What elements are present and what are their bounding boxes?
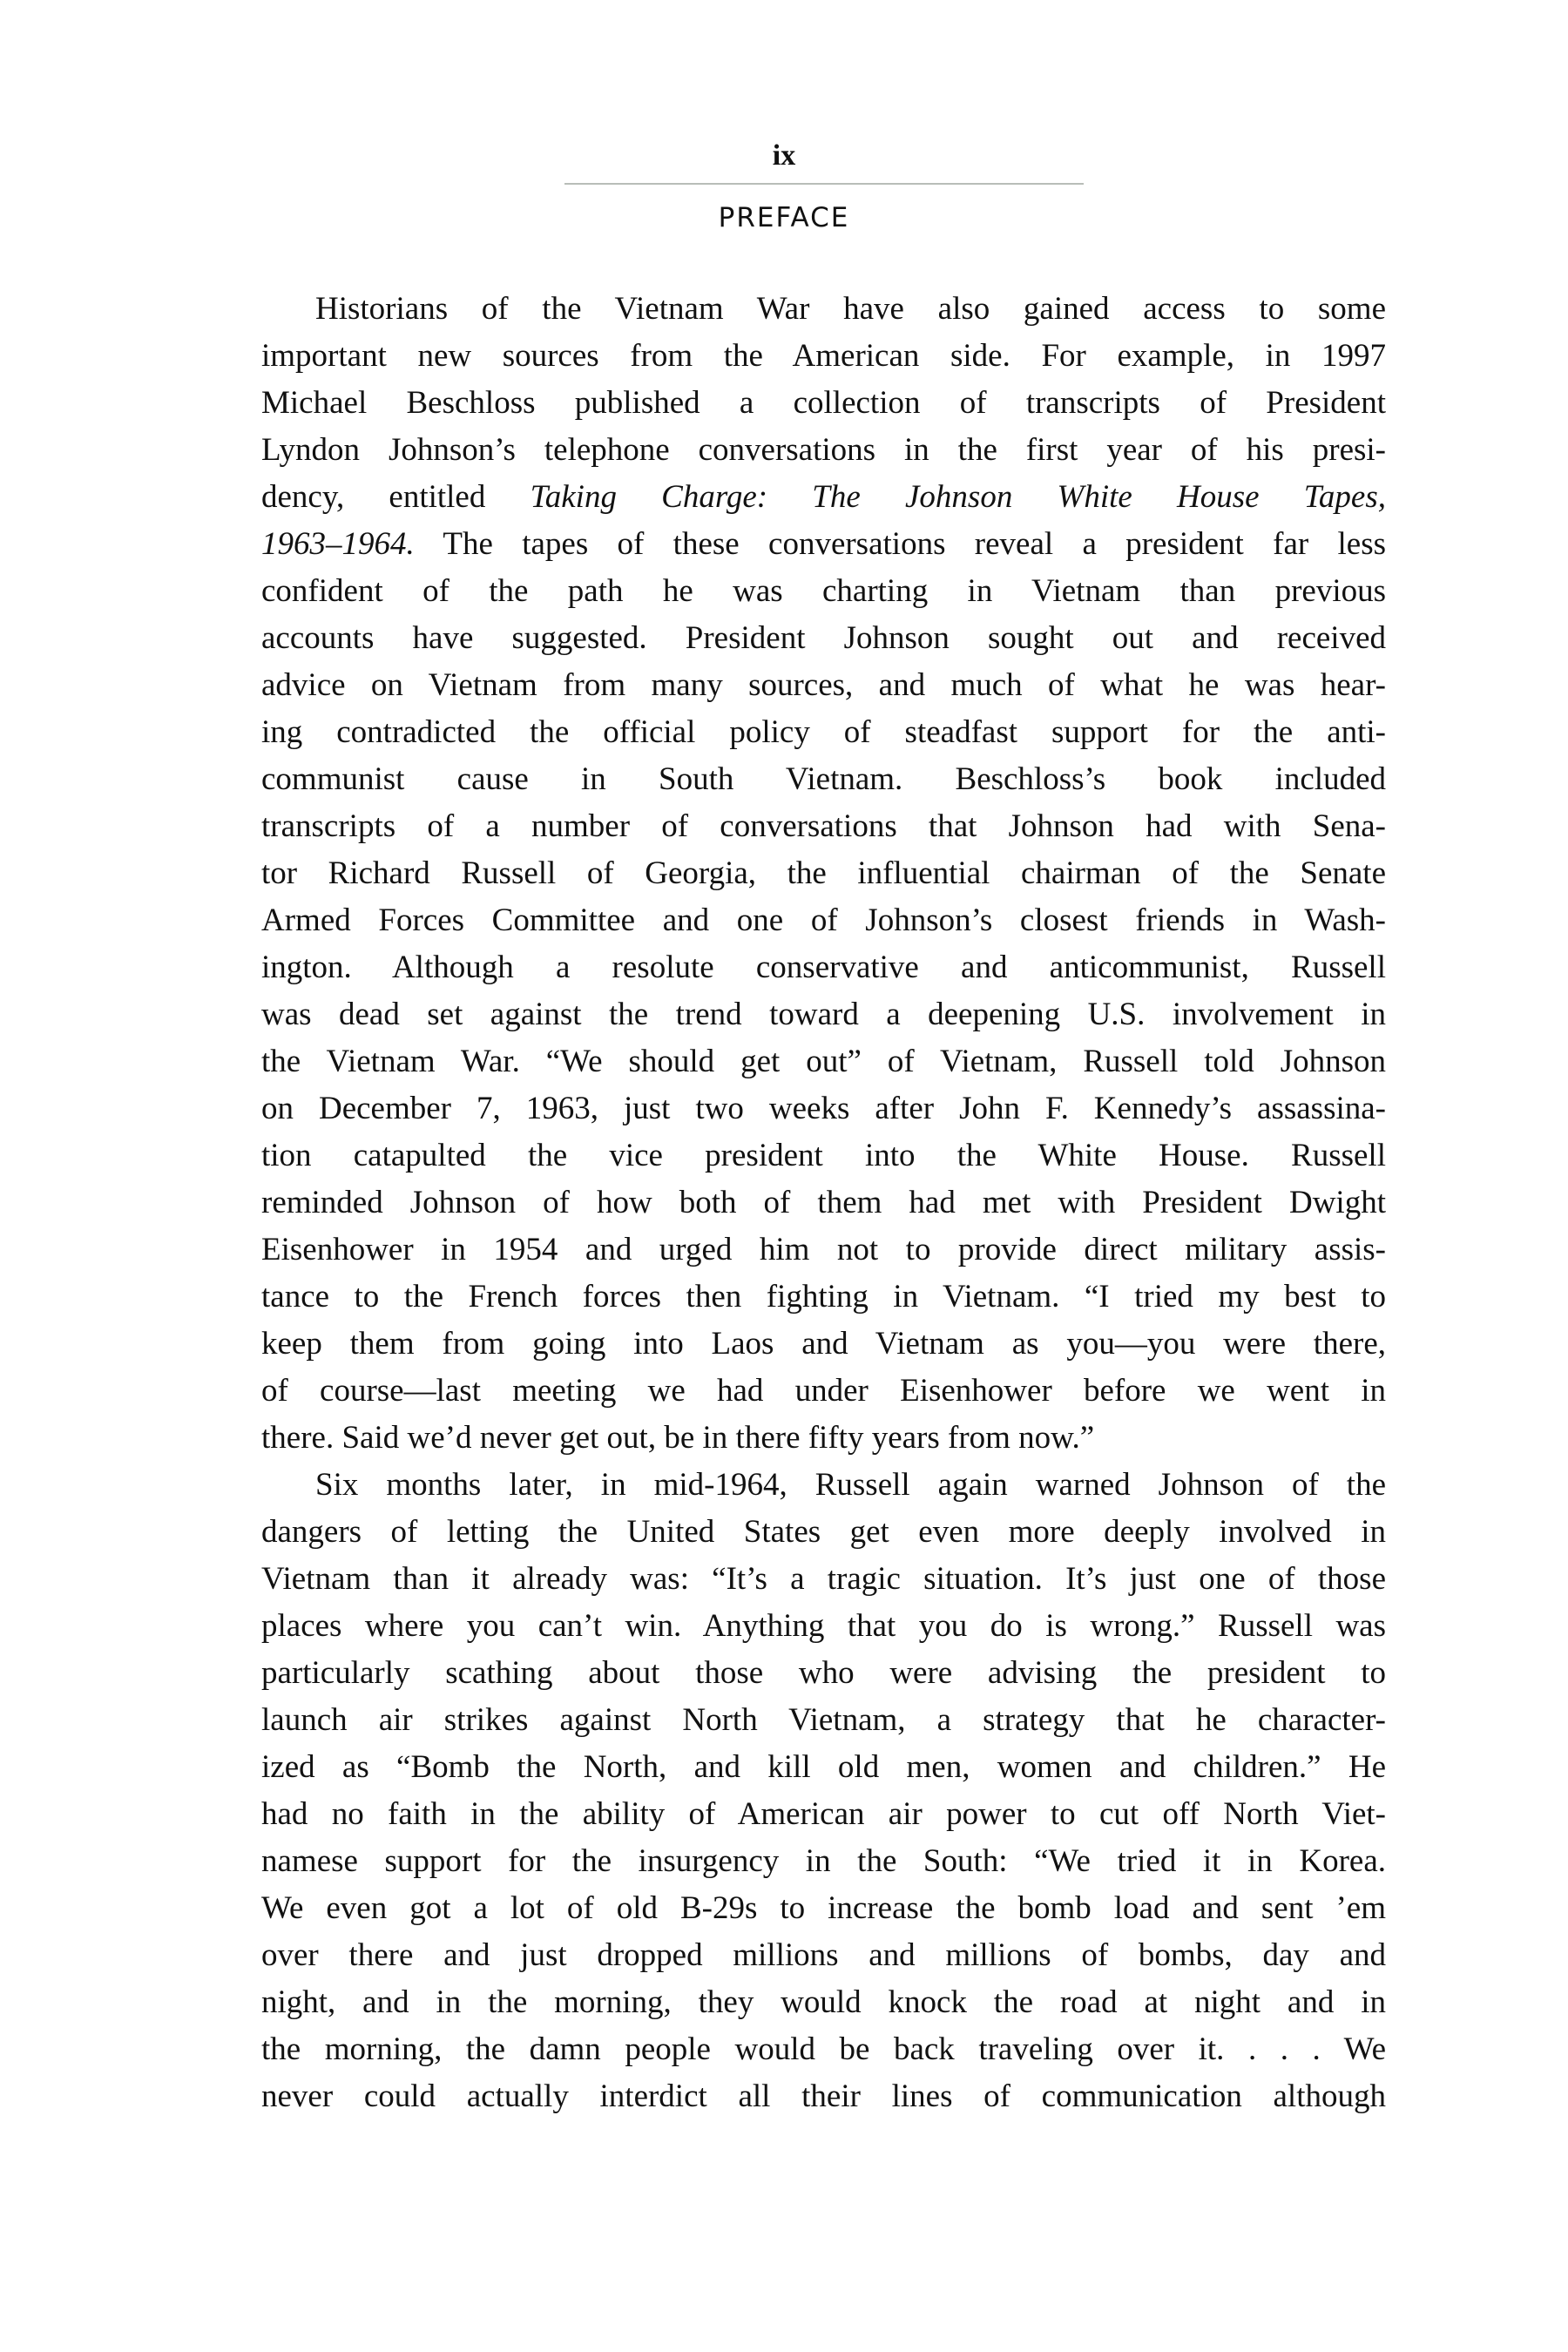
header-rule [564, 183, 1084, 185]
text-line [261, 427, 1386, 474]
text-segment: keep them from going into Laos and Vietnam as you—you were there, [261, 1326, 1386, 1362]
text-line [261, 756, 1386, 803]
text-segment: dangers of letting the United States get even more deeply involved in [261, 1514, 1386, 1550]
text-line [261, 709, 1386, 756]
text-line [261, 944, 1386, 991]
text-line [261, 1321, 1386, 1368]
text-line [261, 1038, 1386, 1085]
text-line [261, 662, 1386, 709]
text-segment: tance to the French forces then fighting in Vietnam. “I tried my best to [261, 1279, 1386, 1315]
text-segment: namese support for the insurgency in the South: “We tried it in Korea. [261, 1843, 1386, 1879]
page-number: ix [772, 139, 796, 172]
text-segment: Michael Beschloss published a collection of transcripts of President [261, 385, 1386, 421]
text-segment: Eisenhower in 1954 and urged him not to provide direct military assis- [261, 1232, 1386, 1267]
text-line [261, 1650, 1386, 1697]
text-line [261, 1227, 1386, 1274]
text-segment: ington. Although a resolute conservative and anticommunist, Russell [261, 950, 1386, 985]
text-segment: particularly scathing about those who were advising the president to [261, 1655, 1386, 1691]
text-segment: We even got a lot of old B-29s to increase the bomb load and sent ’em [261, 1890, 1386, 1926]
text-line [261, 1932, 1386, 1979]
text-segment: ized as “Bomb the North, and kill old men, women and children.” He [261, 1749, 1386, 1785]
text-segment: Historians of the Vietnam War have also gained access to some [315, 291, 1386, 327]
italic-text: 1963–1964. [261, 526, 415, 562]
body-text [261, 286, 1386, 2120]
text-segment: the morning, the damn people would be back traveling over it. . . . We [261, 2031, 1386, 2067]
running-head: PREFACE [718, 202, 850, 233]
text-line [261, 1791, 1386, 1838]
text-line [261, 521, 1386, 568]
text-segment: night, and in the morning, they would knock the road at night and in [261, 1984, 1386, 2020]
text-segment: Six months later, in mid-1964, Russell again warned Johnson of the [315, 1467, 1386, 1503]
text-line [261, 1415, 1386, 1462]
text-line [261, 1274, 1386, 1321]
text-segment: there. Said we’d never get out, be in there fifty years from now.” [261, 1420, 1095, 1456]
text-segment: accounts have suggested. President Johnson sought out and received [261, 620, 1386, 656]
text-line [261, 2026, 1386, 2073]
text-line [261, 1979, 1386, 2026]
text-segment: of course—last meeting we had under Eisenhower before we went in [261, 1373, 1386, 1409]
text-line [261, 1132, 1386, 1179]
text-line [261, 897, 1386, 944]
text-line [261, 286, 1386, 333]
text-segment: communist cause in South Vietnam. Beschloss’s book included [261, 761, 1386, 797]
text-line [261, 615, 1386, 662]
text-segment: on December 7, 1963, just two weeks after John F. Kennedy’s assassina- [261, 1091, 1386, 1126]
text-segment: had no faith in the ability of American air power to cut off North Viet- [261, 1796, 1386, 1832]
text-segment: confident of the path he was charting in Vietnam than previous [261, 573, 1386, 609]
text-line [261, 850, 1386, 897]
text-segment: never could actually interdict all their lines of communication although [261, 2078, 1386, 2114]
text-line [261, 1838, 1386, 1885]
text-segment: Vietnam than it already was: “It’s a tragic situation. It’s just one of those [261, 1561, 1386, 1597]
text-line [261, 1556, 1386, 1603]
italic-text: Taking Charge: The Johnson White House Tapes, [530, 479, 1387, 515]
text-line [261, 380, 1386, 427]
text-segment: dency, entitled [261, 479, 531, 515]
text-line [261, 1603, 1386, 1650]
text-segment: the Vietnam War. “We should get out” of Vietnam, Russell told Johnson [261, 1044, 1386, 1079]
text-segment: transcripts of a number of conversations that Johnson had with Sena- [261, 808, 1386, 844]
text-line [261, 1179, 1386, 1227]
text-segment: advice on Vietnam from many sources, and much of what he was hear- [261, 667, 1386, 703]
text-line [261, 991, 1386, 1038]
text-segment: ing contradicted the official policy of steadfast support for the anti- [261, 714, 1386, 750]
text-line [261, 568, 1386, 615]
text-line [261, 1885, 1386, 1932]
text-segment: was dead set against the trend toward a deepening U.S. involvement in [261, 997, 1386, 1032]
text-segment: The tapes of these conversations reveal a president far less [414, 526, 1386, 562]
text-line [261, 803, 1386, 850]
text-segment: Lyndon Johnson’s telephone conversations in the first year of his presi- [261, 432, 1386, 468]
text-line [261, 1744, 1386, 1791]
text-segment: tor Richard Russell of Georgia, the influential chairman of the Senate [261, 855, 1386, 891]
text-segment: reminded Johnson of how both of them had met with President Dwight [261, 1185, 1386, 1220]
text-line [261, 1085, 1386, 1132]
text-line [261, 2073, 1386, 2120]
text-segment: important new sources from the American side. For example, in 1997 [261, 338, 1386, 374]
text-line [261, 1462, 1386, 1509]
text-segment: over there and just dropped millions and millions of bombs, day and [261, 1937, 1386, 1973]
text-segment: places where you can’t win. Anything that you do is wrong.” Russell was [261, 1608, 1386, 1644]
text-segment: launch air strikes against North Vietnam, a strategy that he character- [261, 1702, 1386, 1738]
text-line [261, 333, 1386, 380]
text-segment: tion catapulted the vice president into the White House. Russell [261, 1138, 1386, 1173]
text-line [261, 1368, 1386, 1415]
text-segment: Armed Forces Committee and one of Johnson’s closest friends in Wash- [261, 902, 1386, 938]
text-line [261, 474, 1386, 521]
text-line [261, 1509, 1386, 1556]
text-line [261, 1697, 1386, 1744]
